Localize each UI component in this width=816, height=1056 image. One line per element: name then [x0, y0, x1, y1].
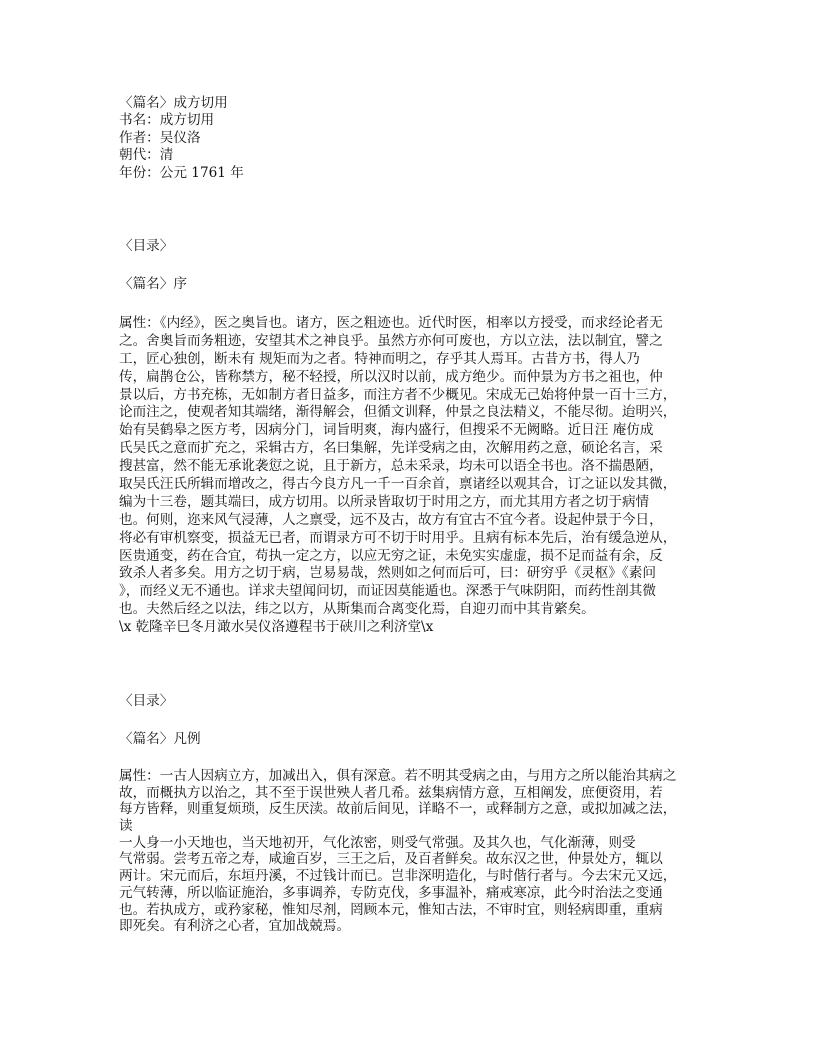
text-line: 医贵通变，药在合宜，苟执一定之方，以应无穷之证，未免实实虚虚，损不足而益有余，反: [119, 547, 663, 564]
text-line: 年份：公元 1761 年: [119, 164, 244, 181]
text-line: 两计。宋元而后，东垣丹溪，不过钱计而已。岂非深明造化，与时偕行者与。今去宋元又远，: [119, 868, 677, 885]
section-title-preface: 〈篇名〉序: [119, 276, 187, 292]
text-line: 始有吴鹤皋之医方考，因病分门，词旨明爽，海内盛行，但搜采不无阙略。近日汪 庵仿成: [119, 422, 654, 439]
text-line: 也。何则，迩来风气浸薄，人之禀受，远不及古，故方有宜古不宜今者。设起仲景于今日，: [119, 511, 663, 528]
text-line: 》，而经义无不通也。详求夫望闻问切，而证因莫能遁也。深悉于气味阴阳，而药性剖其微: [119, 583, 656, 600]
text-line: 传，扁鹊仓公，皆称禁方，秘不轻授，所以汉时以前，成方绝少。而仲景为方书之祖也，仲: [119, 368, 663, 385]
text-line: \x 乾隆辛巳冬月澉水吴仪洛遵程书于硖川之利济堂\x: [119, 619, 434, 636]
text-line: 工，匠心独创，断未有 规矩而为之者。特神而明之，存乎其人焉耳。古昔方书，得人乃: [119, 350, 640, 367]
text-line: 取吴氏汪氏所辑而增改之，得古今良方凡一千一百余首，禀诸经以观其合，订之证以发其微，: [119, 476, 677, 493]
text-line: 景以后，方书充栋，无如制方者日益多，而注方者不少概见。宋成无己始将仲景一百十三方，: [119, 386, 677, 403]
text-line: 属性：一古人因病立方，加减出入，俱有深意。若不明其受病之由，与用方之所以能治其病之: [119, 768, 677, 784]
preface-body: [119, 315, 719, 637]
text-line: 之。舍奥旨而务粗迹，安望其术之神良乎。虽然方亦何可废也，方以立法，法以制宜，譬之: [119, 332, 663, 349]
text-line: 氏吴氏之意而扩充之，采辑古方，名曰集解，先详受病之由，次解用药之意，硕论名言，采: [119, 440, 663, 457]
text-line: 读: [119, 818, 133, 835]
text-line: 属性：《内经》，医之奥旨也。诸方，医之粗迹也。近代时医，相率以方授受，而求经论者无: [119, 315, 663, 331]
text-line: 〈篇名〉成方切用: [119, 95, 228, 111]
text-line: 也。若执成方，或矜家秘，惟知尽剂，罔顾本元，惟知古法，不审时宜，则轻病即重，重病: [119, 901, 663, 918]
text-line: 书名：成方切用: [119, 112, 215, 129]
text-line: 作者：吴仪洛: [119, 129, 201, 146]
text-line: 即死矣。有利济之心者，宜加战兢焉。: [119, 918, 351, 935]
general-rules-body: [119, 768, 719, 935]
text-line: 一人身一小天地也，当天地初开，气化浓密，则受气常强。及其久也，气化渐薄，则受: [119, 834, 636, 851]
text-line: 致杀人者多矣。用方之切于病，岂易易哉，然则如之何而后可，曰：研穷乎《灵枢》《素问: [119, 565, 656, 582]
toc-label: 〈目录〉: [119, 693, 174, 709]
text-line: 朝代：清: [119, 147, 174, 164]
text-line: 编为十三卷，题其端曰，成方切用。以所录皆取切于时用之方，而尤其用方者之切于病情: [119, 493, 650, 510]
text-line: 气常弱。尝考五帝之寿，咸逾百岁，三王之后，及百者鲜矣。故东汉之世，仲景处方，辄以: [119, 851, 663, 868]
book-metadata: [119, 95, 719, 182]
text-line: 故，而概执方以治之，其不至于误世殃人者几希。兹集病情方意，互相阐发，庶便资用，若: [119, 784, 663, 801]
text-line: 搜甚富，然不能无承讹袭愆之说，且于新方，总未采录，均未可以语全书也。洛不揣愚陋，: [119, 458, 663, 475]
text-line: 也。夫然后经之以法，纬之以方，从斯集而合离变化焉，自迎刃而中其肯綮矣。: [119, 601, 595, 618]
toc-label: 〈目录〉: [119, 238, 174, 254]
text-line: 将必有审机察变，损益无已者，而谓录方可不切于时用乎。且病有标本先后，治有缓急逆从，: [119, 529, 677, 546]
text-line: 论而注之，使观者知其端绪，渐得解会，但循文训释，仲景之良法精义，不能尽彻。迨明兴，: [119, 404, 677, 421]
section-title-general-rules: 〈篇名〉凡例: [119, 731, 201, 747]
text-line: 元气转薄，所以临证施治，多事调养，专防克伐，多事温补，痛戒寒凉，此今时治法之变通: [119, 884, 663, 901]
text-line: 每方皆释，则重复烦琐，反生厌渎。故前后间见，详略不一，或释制方之意，或拟加减之法，: [119, 801, 677, 818]
